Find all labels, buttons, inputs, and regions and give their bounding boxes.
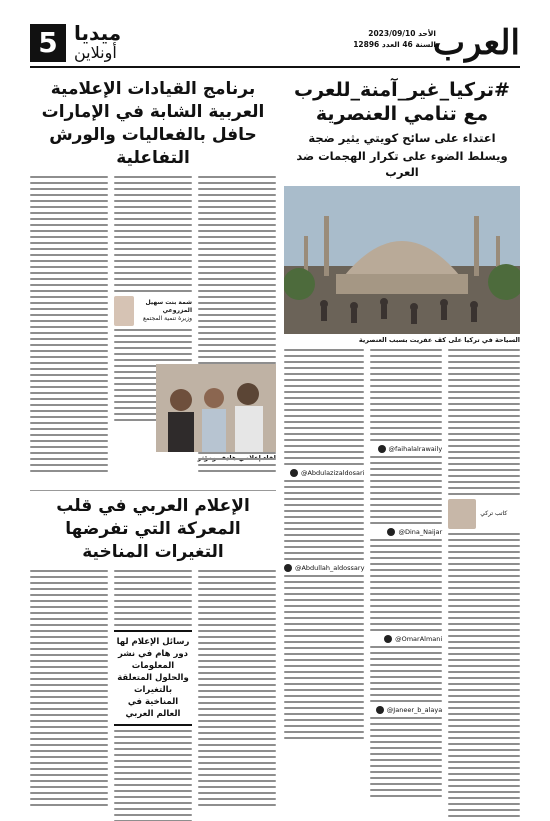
- leaders-article: [30, 74, 276, 486]
- author-name-block: [138, 299, 192, 323]
- newspaper-logo: العرب: [433, 23, 520, 63]
- text-block: [370, 717, 442, 797]
- text-block: [284, 480, 364, 560]
- section-title-sub: أونلاين: [74, 43, 117, 62]
- author-box: [448, 499, 520, 529]
- leaders-headline: برنامج القيادات الإعلامية العربية الشابة في الإمارات حافل بالفعاليات والورش التفاعلية: [41, 79, 265, 168]
- text-block: [114, 176, 192, 292]
- tweet-handle[interactable]: @Abdulazizaldosari: [284, 469, 364, 477]
- climate-col-3: [30, 570, 108, 821]
- text-block: [448, 349, 520, 495]
- author-name: شمة بنت سهيل المزروعي: [145, 299, 192, 314]
- leaders-photo-block: [156, 364, 276, 465]
- text-block: [370, 456, 442, 524]
- left-column: [30, 74, 276, 796]
- author-photo: [448, 499, 476, 529]
- meeting-photo: [156, 364, 276, 452]
- headline-line2: مع تنامي العنصرية: [315, 103, 489, 125]
- twitter-icon: [387, 528, 395, 536]
- author-label: كاتب تركي: [480, 510, 508, 517]
- author-photo: [114, 296, 134, 326]
- climate-col-2: [114, 570, 192, 821]
- twitter-icon: [378, 445, 386, 453]
- twitter-icon: [290, 469, 298, 477]
- subhead-2: ويسلط الضوء على تكرار الهجمات ضد العرب: [296, 149, 508, 179]
- climate-text-columns: [30, 570, 276, 821]
- hashtag-headline: #تركيا_غير_آمنة_للعرب: [294, 79, 510, 101]
- turkey-col-3: [284, 349, 364, 821]
- subhead-1: اعتداء على سائح كويتي يثير ضجة: [308, 131, 496, 145]
- text-block: [114, 730, 192, 821]
- text-block: [30, 570, 108, 806]
- climate-headline: الإعلام العربي في قلب المعركة التي تفرضها التغيرات المناخية: [56, 496, 250, 562]
- text-block: [370, 646, 442, 702]
- right-article: [284, 74, 520, 796]
- twitter-icon: [384, 635, 392, 643]
- date-line: الأحد 2023/09/10: [368, 29, 436, 38]
- date-block: [353, 28, 436, 50]
- tweet-handle[interactable]: @Abdullah_aldossary: [284, 564, 364, 572]
- turkey-col-1: [448, 349, 520, 821]
- meeting-illustration: [156, 364, 276, 452]
- page-number: 5: [30, 24, 66, 62]
- climate-col-1: [198, 570, 276, 821]
- tweet-handle[interactable]: @Janeer_b_alaya: [370, 706, 442, 714]
- twitter-icon: [376, 706, 384, 714]
- leaders-col-3: [30, 176, 108, 476]
- turkey-mosque-photo: [284, 186, 520, 334]
- leaders-author-box: [114, 296, 192, 326]
- mosque-illustration: [284, 186, 520, 334]
- text-block: [114, 570, 192, 626]
- issue-line: السنة 46 العدد 12896: [353, 40, 436, 49]
- tweet-handle[interactable]: @faihalalrawaily: [370, 445, 442, 453]
- turkey-photo-caption: السياحة في تركيا على كف عفريت بسبب العنصرية: [358, 336, 520, 344]
- text-block: [284, 349, 364, 465]
- text-block: [370, 349, 442, 441]
- tweet-handle[interactable]: @Dina_Naijar: [370, 528, 442, 536]
- turkey-col-2: [370, 349, 442, 821]
- divider: [30, 490, 276, 491]
- section-title: [74, 22, 121, 62]
- text-block: [448, 533, 520, 817]
- pull-quote: رسائل الإعلام لها دور هام في نشر المعلومات والحلول المتعلقة بالتغيرات المناخية في العالم العربي: [114, 630, 192, 726]
- text-block: [284, 575, 364, 739]
- author-title: وزيرة تنمية المجتمع: [142, 315, 192, 322]
- text-block: [370, 539, 442, 631]
- text-block: [30, 176, 108, 472]
- masthead: [30, 22, 520, 68]
- text-block: [198, 570, 276, 806]
- turkey-text-columns: [284, 349, 520, 821]
- section-title-main: ميديا: [74, 21, 122, 45]
- twitter-icon: [284, 564, 292, 572]
- climate-article: [30, 495, 276, 821]
- tweet-handle[interactable]: @OmarAlmani: [370, 635, 442, 643]
